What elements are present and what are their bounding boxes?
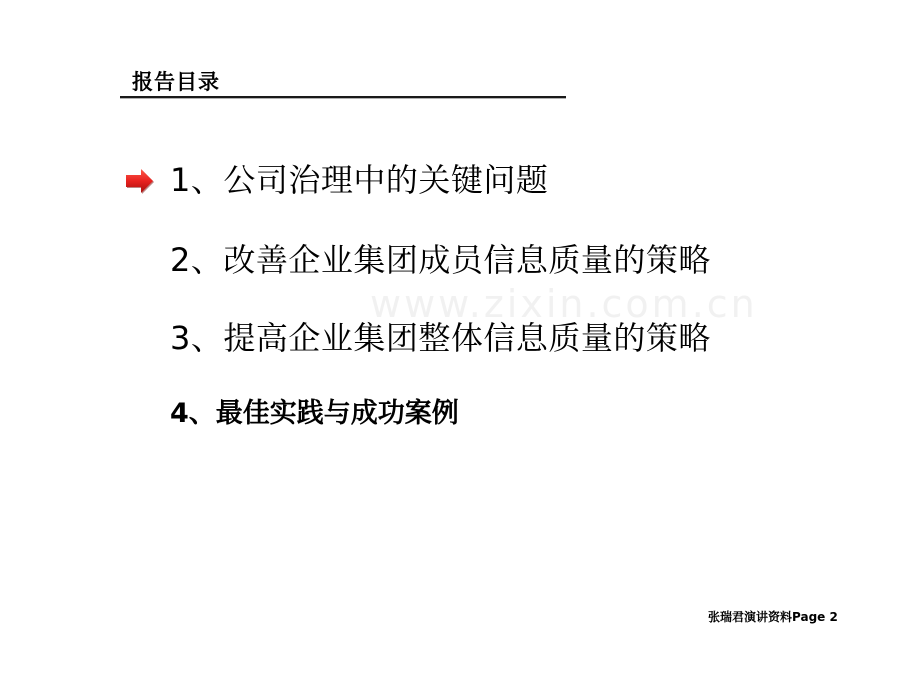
agenda-item-2[interactable]: 2、改善企业集团成员信息质量的策略 <box>170 241 711 279</box>
footer-page-label: 张瑞君演讲资料Page 2 <box>708 610 838 624</box>
agenda-item-4[interactable]: 4、最佳实践与成功案例 <box>170 398 459 429</box>
agenda-item-1[interactable]: 1、公司治理中的关键问题 <box>170 161 549 199</box>
watermark: www.zixin.com.cn <box>370 282 758 326</box>
agenda-item-3[interactable]: 3、提高企业集团整体信息质量的策略 <box>170 319 711 357</box>
title-underline-shadow <box>120 98 566 99</box>
red-arrow-icon <box>124 168 154 194</box>
section-title: 报告目录 <box>132 70 220 94</box>
